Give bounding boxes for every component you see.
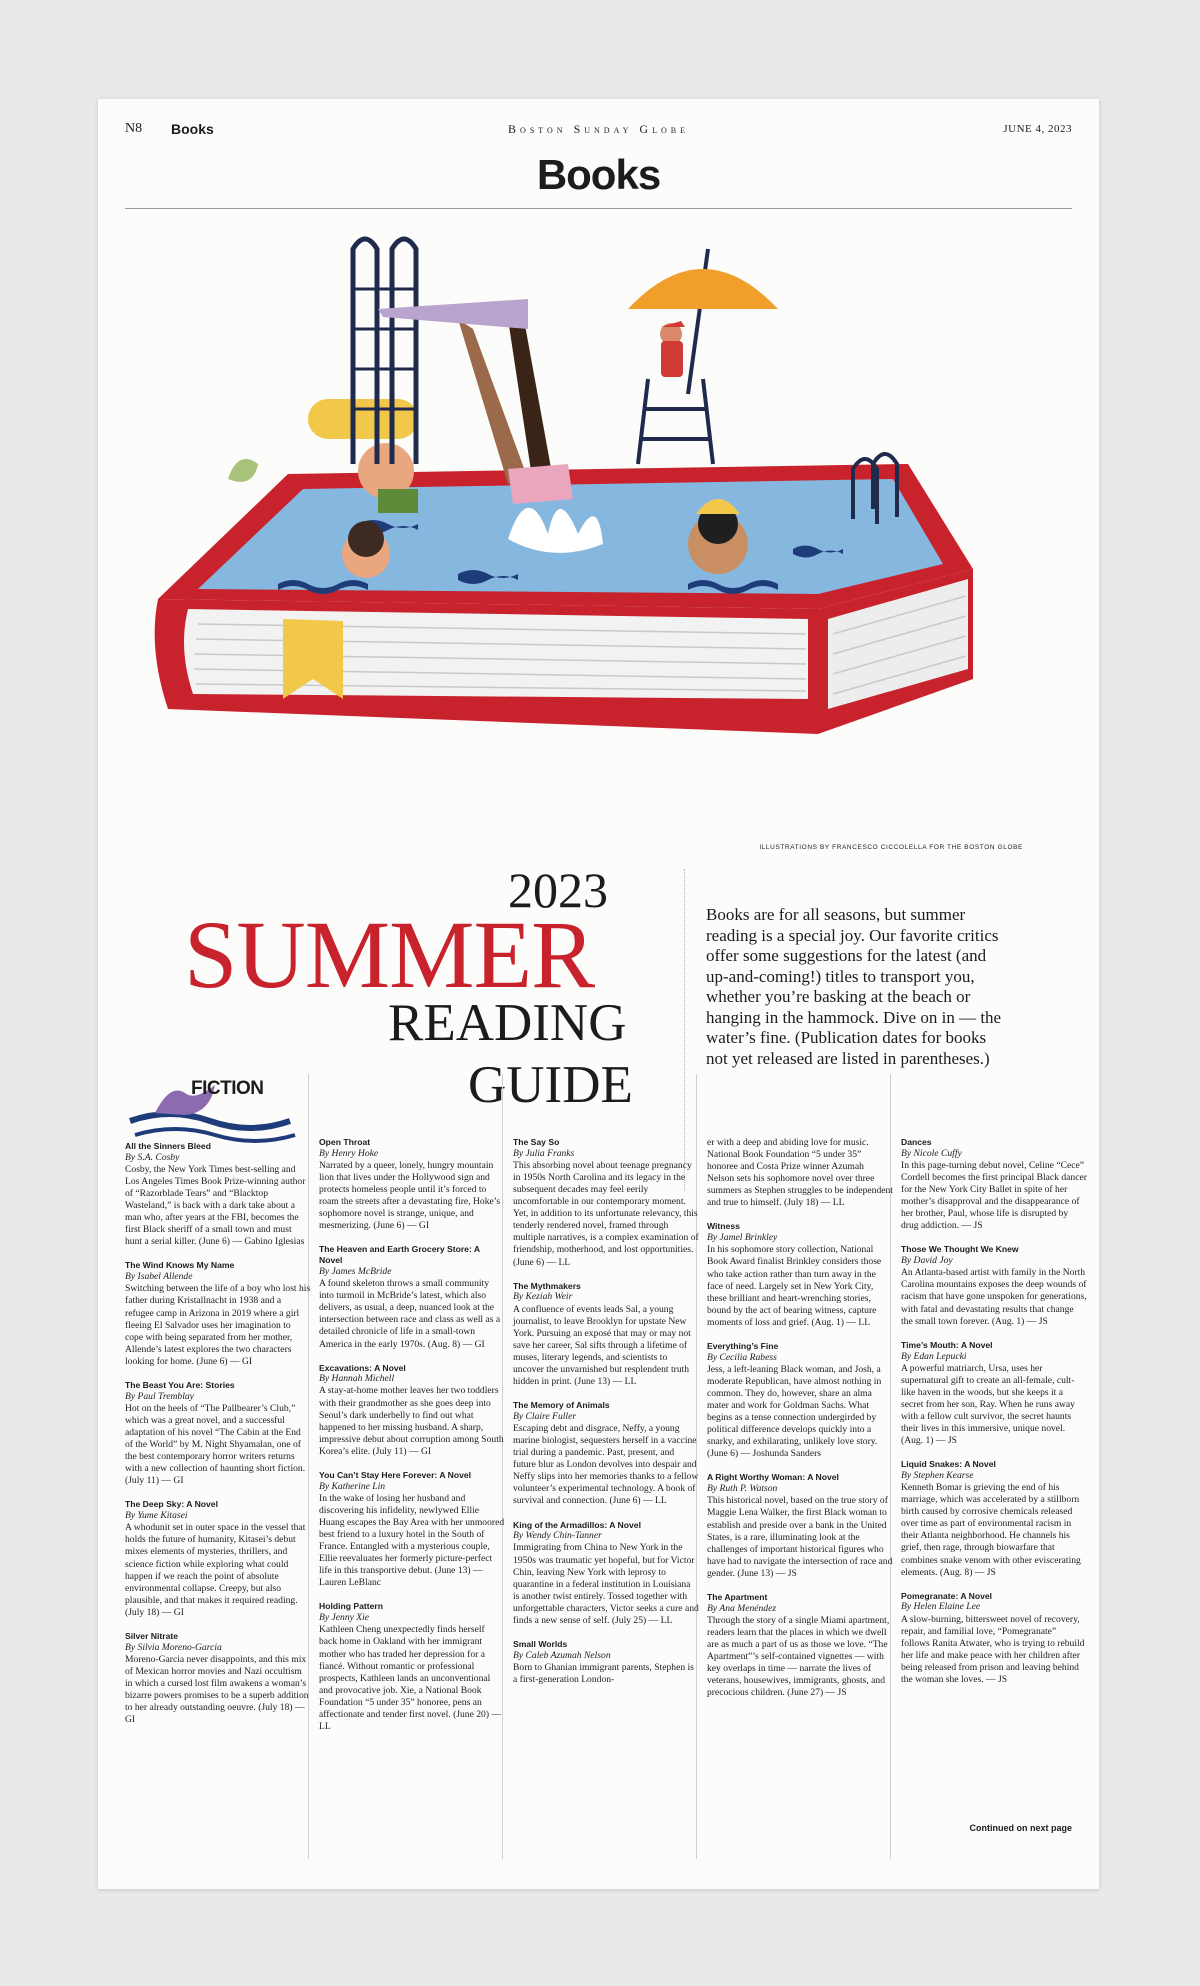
review-item bbox=[901, 1459, 1087, 1579]
review-item bbox=[707, 1221, 893, 1328]
reviews-column-3 bbox=[513, 1137, 699, 1698]
headline-reading: READING bbox=[388, 994, 627, 1052]
book-title: Silver Nitrate bbox=[125, 1630, 179, 1641]
book-author: By Cecilia Rabess bbox=[707, 1351, 777, 1363]
review-text: A confluence of events leads Sal, a young journalist, to leave Brooklyn for upstate New York. Pursuing an exposé that may or may not save her career, Sal sifts through a lifetime of muses, literary legends, and scientists to uncover the unvarnished but resplendent truth hidden in print. (June 13) — LL bbox=[513, 1303, 691, 1387]
section-name: Books bbox=[171, 121, 214, 137]
book-title: Open Throat bbox=[319, 1137, 371, 1147]
book-author: By Silvia Moreno-Garcia bbox=[125, 1641, 222, 1653]
book-title: Witness bbox=[707, 1221, 740, 1232]
review-text: Hot on the heels of “The Pallbearer’s Club,” which was a great novel, and a successful adaptation of his novel “The Cabin at the End of the World” by M. Night Shyamalan, one of the best contemporary horror writers returns with a new collection of haunting short fiction. (July 11) — GI bbox=[125, 1402, 306, 1487]
review-item bbox=[125, 1499, 311, 1619]
review-item bbox=[513, 1281, 699, 1388]
review-item bbox=[125, 1631, 311, 1726]
book-author: By Wendy Chin-Tanner bbox=[513, 1530, 602, 1542]
review-text: A powerful matriarch, Ursa, uses her supernatural gift to create an all-female, cult-like haven in the woods, but she keeps it a secret from her son, Ray. When he runs away with a fellow cult survivor, the secret haunts their lives in this immersive, unique novel. (Aug. 1) — JS bbox=[901, 1362, 1075, 1447]
book-title: All the Sinners Bleed bbox=[125, 1141, 211, 1151]
book-author: By Ruth P. Watson bbox=[707, 1483, 778, 1495]
review-text: A slow-burning, bittersweet novel of recovery, repair, and familial love, “Pomegranate” follows Ranita Atwater, who is trying to rebuild her life and make peace with her children after being released from prison and leaving behind the woman she loves. — JS bbox=[901, 1613, 1085, 1685]
intro-paragraph: Books are for all seasons, but summer reading is a special joy. Our favorite critics offer some suggestions for the latest (and up-and-coming!) titles to transport you, whether you’re basking at the beach or hanging in the hammock. Dive on in — the water’s fine. (Publication dates for books not yet released are listed in parentheses.) bbox=[706, 905, 1002, 1068]
review-item bbox=[513, 1639, 699, 1686]
review-text: Cosby, the New York Times best-selling and Los Angeles Times Book Prize-winning author of “Razorblade Tears” and “Blacktop Wasteland,” is back with a dark take about a man who, after years at the FBI, becomes the first Black sheriff of a small town and must hunt a serial killer. (June 6) — Gabino Iglesias bbox=[125, 1163, 306, 1248]
book-title: Dances bbox=[901, 1137, 932, 1147]
page-header bbox=[125, 121, 1072, 143]
book-author: By Paul Tremblay bbox=[125, 1390, 194, 1402]
book-author: By Henry Hoke bbox=[319, 1147, 379, 1159]
book-title: Holding Pattern bbox=[319, 1601, 383, 1612]
review-item bbox=[319, 1470, 505, 1590]
book-author: By Jenny Xie bbox=[319, 1612, 370, 1624]
review-text: Narrated by a queer, lonely, hungry mountain lion that lives under the Hollywood sign and protects homeless people until it’s forced to roam the streets after a devastating fire, Hoke’s sophomore novel is strange, unique, and mesmerizing. (June 6) — GI bbox=[319, 1159, 501, 1232]
book-author: By Helen Elaine Lee bbox=[901, 1601, 981, 1613]
review-item bbox=[125, 1141, 311, 1248]
page-number: N8 bbox=[125, 121, 143, 136]
book-title: The Beast You Are: Stories bbox=[125, 1379, 235, 1390]
book-author: By Claire Fuller bbox=[513, 1410, 577, 1422]
review-text: A stay-at-home mother leaves her two toddlers with their grandmother as she goes deep into Seoul’s dark underbelly to find out what happened to her missing husband. A sharp, impressive debut about corruption among South Korea’s elite. (July 11) — GI bbox=[319, 1385, 504, 1457]
book-author: By Yume Kitasei bbox=[125, 1510, 188, 1522]
book-author: By Julia Franks bbox=[513, 1147, 575, 1159]
book-title: Pomegranate: A Novel bbox=[901, 1590, 993, 1601]
review-item bbox=[707, 1341, 893, 1461]
review-item bbox=[513, 1400, 699, 1507]
book-title: The Say So bbox=[513, 1137, 560, 1147]
reviews-column-1 bbox=[125, 1141, 311, 1738]
book-author: By James McBride bbox=[319, 1266, 392, 1278]
review-text: A found skeleton throws a small community into turmoil in McBride’s latest, which also delivers, as usual, a deep, nuanced look at the intersection between race and class as well as a detailed chronicle of life in a small-town America in the early 1970s. (Aug. 8) — GI bbox=[319, 1278, 501, 1350]
review-text: Switching between the life of a boy who lost his father during Kristallnacht in 1938 and a refugee camp in Arizona in 2019 where a girl fleeing El Salvador uses her imagination to cope with being separated from her mother, Allende’s latest explores the two characters looking for home. (June 6) — GI bbox=[125, 1283, 311, 1367]
book-title: The Deep Sky: A Novel bbox=[125, 1499, 218, 1510]
review-item bbox=[901, 1137, 1087, 1232]
review-text: In this page-turning debut novel, Celine “Cece” Cordell becomes the first principal Black dancer for the New York City Ballet in spite of her mother’s disapproval and the disappearance of her brother, Paul, whose life is disrupted by drug addiction. — JS bbox=[901, 1159, 1087, 1232]
review-item bbox=[901, 1340, 1087, 1447]
book-author: By Isabel Allende bbox=[125, 1271, 193, 1283]
book-author: By Nicole Cuffy bbox=[901, 1147, 962, 1159]
book-title: The Wind Knows My Name bbox=[125, 1260, 235, 1271]
book-title: Time’s Mouth: A Novel bbox=[901, 1339, 993, 1350]
book-author: By Caleb Azumah Nelson bbox=[513, 1649, 611, 1661]
review-item bbox=[319, 1601, 505, 1733]
reviews-column-2 bbox=[319, 1137, 505, 1745]
book-title: Everything’s Fine bbox=[707, 1340, 779, 1351]
book-title: Liquid Snakes: A Novel bbox=[901, 1459, 996, 1470]
continued-note: Continued on next page bbox=[969, 1823, 1072, 1833]
review-text: Immigrating from China to New York in the 1950s was traumatic yet hopeful, but for Victor Chin, leaving New York with leprosy to quarantine in a federal institution in Louisiana is another twist entirely. Tossed together with unforgettable characters, Victor seeks a cure and finds a new sense of self. (July 25) — LL bbox=[513, 1542, 699, 1626]
book-author: By Keziah Weir bbox=[513, 1291, 573, 1303]
review-item bbox=[707, 1592, 893, 1699]
newspaper-page bbox=[98, 99, 1099, 1889]
book-title: Those We Thought We Knew bbox=[901, 1244, 1019, 1255]
book-author: By Jamel Brinkley bbox=[707, 1232, 778, 1244]
review-item bbox=[319, 1137, 505, 1232]
headline-year: 2023 bbox=[508, 862, 608, 918]
review-item bbox=[901, 1244, 1087, 1327]
review-text: Born to Ghanian immigrant parents, Stephen is a first-generation London- bbox=[513, 1661, 694, 1685]
review-text: This historical novel, based on the true story of Maggie Lena Walker, the first Black woman to establish and preside over a bank in the United States, is a rare, illuminating look at the challenges of important historical figures who have had to navigate the intersection of race and gender. (June 13) — JS bbox=[707, 1495, 893, 1579]
review-item bbox=[319, 1244, 505, 1350]
book-title: Small Worlds bbox=[513, 1638, 568, 1649]
illustration-credit: ILLUSTRATIONS BY FRANCESCO CICCOLELLA FOR THE BOSTON GLOBE bbox=[759, 844, 1023, 851]
review-text: In the wake of losing her husband and discovering his infidelity, newlywed Ellie Huang escapes the Bay Area with her unmoored best friend to a luxury hotel in the South of France. Entangled with a mysterious couple, Ellie reevaluates her formerly picture-perfect life in this transportive debut. (June 13) — Lauren LeBlanc bbox=[319, 1492, 505, 1589]
book-title: You Can’t Stay Here Forever: A Novel bbox=[319, 1469, 472, 1480]
review-text: In his sophomore story collection, National Book Award finalist Brinkley considers those who take action rather than turn away in the face of need. Largely set in New York City, these brilliant and heart-wrenching stories, bound by the act of bearing witness, capture moments of loss and grief. (Aug. 1) — LL bbox=[707, 1244, 882, 1328]
pool-book-illustration bbox=[128, 179, 1073, 939]
fiction-section-label: FICTION bbox=[191, 1078, 264, 1099]
review-text: Jess, a left-leaning Black woman, and Josh, a moderate Republican, have almost nothing in common. They do, however, share an alma mater and work for Goldman Sachs. What begins as a tense connection undergirded by political difference develops quickly into a snarky, and exhilarating, unlikely love story. (June 6) — Joshunda Sanders bbox=[707, 1363, 882, 1460]
newspaper-name: Boston Sunday Globe bbox=[508, 122, 689, 136]
book-author: By Ana Menéndez bbox=[707, 1602, 777, 1614]
book-author: By Stephen Kearse bbox=[901, 1469, 974, 1481]
review-text: This absorbing novel about teenage pregnancy in 1950s North Carolina and its legacy in the subsequent decades may feel eerily uncomfortable in our contemporary moment. Yet, in addition to its unfortunate relevancy, this tenderly rendered novel, framed through multiple narratives, is a complex examination of friendship, motherhood, and lost opportunities. (June 6) — LL bbox=[513, 1159, 699, 1268]
headline-summer: SUMMER bbox=[184, 901, 595, 1008]
section-title: Books bbox=[536, 151, 661, 198]
book-title: The Heaven and Earth Grocery Store: A Novel bbox=[319, 1244, 480, 1266]
review-item bbox=[513, 1520, 699, 1627]
review-text: Through the story of a single Miami apartment, readers learn that the places in which we dwell are as much a part of us as those we love. “The Apartment”’s self-contained vignettes — with key overlaps in time — narrate the lives of veterans, housewives, immigrants, ghosts, and precocious children. (June 27) — JS bbox=[707, 1614, 890, 1699]
review-item bbox=[125, 1380, 311, 1487]
review-item bbox=[513, 1137, 699, 1269]
book-author: By Katherine Lin bbox=[319, 1480, 386, 1492]
book-author: By Edan Lepucki bbox=[901, 1350, 967, 1362]
review-item bbox=[901, 1591, 1087, 1686]
review-item bbox=[319, 1363, 505, 1458]
reviews-column-4 bbox=[707, 1137, 893, 1711]
review-item bbox=[707, 1472, 893, 1579]
review-text: Moreno-Garcia never disappoints, and this mix of Mexican horror movies and Nazi occultism in which a cursed lost film awakens a woman’s bizarre powers promises to be a superb addition to her already outstanding oeuvre. (July 18) — GI bbox=[125, 1653, 309, 1726]
review-item bbox=[707, 1137, 893, 1209]
review-text: Kathleen Cheng unexpectedly finds herself back home in Oakland with her immigrant mother who has traded her depression for a fiancé. Without romantic or professional prospects, Kathleen lands an unconventional and provocative job. Xie, a National Book Foundation “5 under 35” honoree, pens an affectionate and tender first novel. (June 20) — LL bbox=[319, 1624, 502, 1733]
book-title: The Memory of Animals bbox=[513, 1400, 610, 1411]
headline-guide: GUIDE bbox=[468, 1056, 633, 1114]
book-title: A Right Worthy Woman: A Novel bbox=[707, 1472, 839, 1483]
review-item bbox=[125, 1260, 311, 1367]
book-author: By Hannah Michell bbox=[319, 1373, 395, 1385]
book-title: Excavations: A Novel bbox=[319, 1362, 406, 1373]
book-author: By David Joy bbox=[901, 1255, 953, 1267]
review-text: Kenneth Bomar is grieving the end of his marriage, which was accelerated by a stillborn birth caused by corrosive chemicals released over time as part of environmental racism in their Atlanta neighborhood. He channels his grief, then rage, through biowarfare that combines snake venom with other eviscerating elements. (Aug. 8) — JS bbox=[901, 1482, 1081, 1578]
reviews-column-5 bbox=[901, 1137, 1087, 1698]
review-text: An Atlanta-based artist with family in the North Carolina mountains exposes the deep wounds of racism that have gone unspoken for generations, with fatal and devastating results that change the small town forever. (Aug. 1) — JS bbox=[901, 1267, 1087, 1327]
review-text: er with a deep and abiding love for music. National Book Foundation “5 under 35” honoree and Costa Prize winner Azumah Nelson sets his sophomore novel over three summers as Stephen struggles to be independent and true to himself. (July 18) — LL bbox=[707, 1137, 893, 1209]
book-title: King of the Armadillos: A Novel bbox=[513, 1519, 641, 1530]
book-author: By S.A. Cosby bbox=[125, 1151, 180, 1163]
review-text: Escaping debt and disgrace, Neffy, a young marine biologist, sequesters herself in a vaccine trial during a pandemic. Past, present, and future blur as London devolves into despair and Neffy slips into her memories thanks to a fellow volunteer’s experimental technology. A book of survival and connection. (June 6) — LL bbox=[513, 1422, 699, 1507]
review-text: A whodunit set in outer space in the vessel that holds the future of humanity, Kitasei’s debut mixes elements of mysteries, thrillers, and science fiction while exploring what could happen if we reach the point of absolute environmental collapse. Creepy, but also plausible, and that makes it required reading. (July 18) — GI bbox=[125, 1522, 306, 1618]
issue-date: JUNE 4, 2023 bbox=[1003, 123, 1072, 135]
book-title: The Apartment bbox=[707, 1591, 768, 1602]
book-title: The Mythmakers bbox=[513, 1280, 581, 1291]
